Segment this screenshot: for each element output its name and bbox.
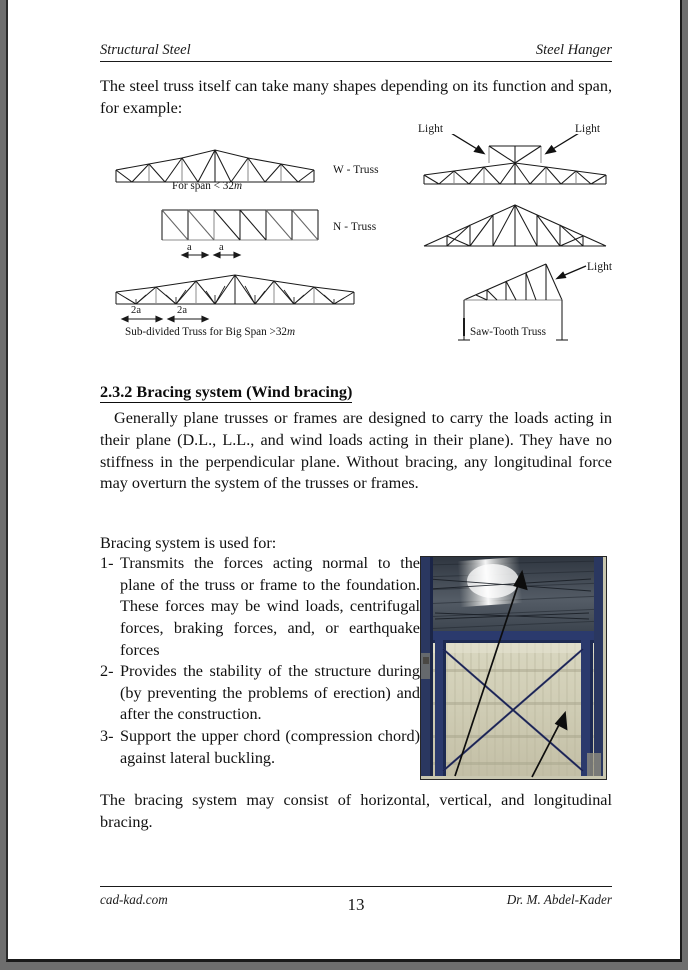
- pitched-truss-diagram: [420, 200, 610, 254]
- photo-image: [421, 557, 603, 776]
- subdivided-dim-label-1: 2a: [131, 305, 142, 316]
- running-head-right: Steel Hanger: [535, 42, 612, 58]
- monitor-light-label-left: Light: [418, 123, 444, 135]
- footer-right: Dr. M. Abdel-Kader: [506, 892, 612, 907]
- truss-figures: [100, 116, 612, 352]
- subdivided-caption-text: Sub-divided Truss for Big Span >32: [125, 326, 288, 338]
- n-truss-dim-label-a2: a: [219, 242, 224, 253]
- subdivided-caption-unit: m: [287, 326, 296, 338]
- section-paragraph: Generally plane trusses or frames are designed to carry the loads acting in their plane (D.L., L.L., and wind loads acting in their plane). They have no stiffness in the perpendicular plane. Without bracing, any longitudinal force may overturn the system of the trusses or frames.: [100, 409, 612, 493]
- footer-left: cad-kad.com: [100, 892, 168, 907]
- sawtooth-light-arrow: [557, 266, 586, 279]
- light-arrow-right: [546, 134, 584, 154]
- subdivided-truss-caption: [125, 326, 295, 338]
- section-heading-text: 2.3.2 Bracing system (Wind bracing): [100, 383, 353, 401]
- n-truss-dimension-arrows: [176, 244, 296, 262]
- sawtooth-caption: Saw-Tooth Truss: [470, 326, 546, 338]
- page-number: 13: [347, 895, 365, 914]
- n-truss-diagram: [154, 204, 334, 246]
- subdivided-truss-diagram: [110, 268, 360, 312]
- w-truss-caption-text: For span < 32: [172, 180, 234, 192]
- n-truss-label: N - Truss: [333, 221, 377, 233]
- w-truss-label: W - Truss: [333, 164, 379, 176]
- n-truss-dim-label-a1: a: [187, 242, 192, 253]
- section-heading: [100, 383, 352, 402]
- light-arrow-left: [446, 134, 484, 154]
- list-item-text: Support the upper chord (compression chord) against lateral buckling.: [120, 727, 420, 767]
- bracing-photograph: [420, 556, 607, 780]
- document-page: [6, 0, 682, 962]
- list-intro: Bracing system is used for:: [100, 534, 277, 552]
- list-item-number: 3-: [100, 727, 114, 745]
- intro-paragraph: The steel truss itself can take many shapes depending on its function and span, for example:: [100, 77, 612, 117]
- w-truss-caption-unit: m: [233, 180, 243, 192]
- list-item-number: 1-: [100, 554, 114, 572]
- footer-rule: [100, 886, 612, 887]
- list-item-number: 2-: [100, 662, 114, 681]
- running-head: [100, 42, 612, 62]
- sawtooth-light-label: Light: [587, 261, 613, 273]
- page-content: [100, 0, 612, 962]
- monitor-roof-truss-diagram: [420, 134, 610, 192]
- monitor-light-label-right: Light: [575, 123, 601, 135]
- w-truss-caption: [172, 180, 242, 192]
- running-head-left: Structural Steel: [100, 42, 191, 58]
- photo-wrap: [100, 534, 612, 784]
- subdivided-dim-label-2: 2a: [177, 305, 188, 316]
- list-item-text: Provides the stability of the structure during (by preventing the problems of erection) and after the construction.: [120, 662, 420, 724]
- closing-paragraph: The bracing system may consist of horizontal, vertical, and longitudinal bracing.: [100, 791, 612, 831]
- list-item-text: Transmits the forces acting normal to the plane of the truss or frame to the foundation. These forces may be wind loads, centrifugal forces, braking forces, and, or earthquake forces: [120, 554, 420, 659]
